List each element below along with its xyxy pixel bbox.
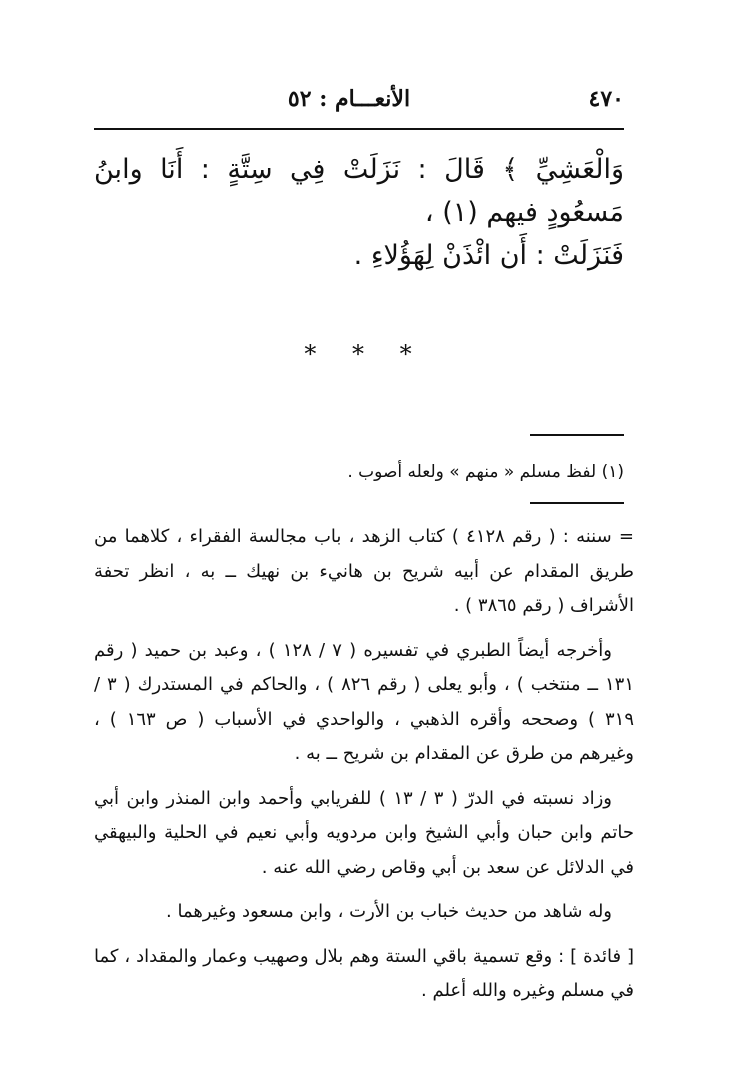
page-header [94, 86, 624, 118]
footnote-rule [530, 434, 624, 436]
footnote-para-2: وأخرجه أيضاً الطبري في تفسيره ( ٧ / ١٢٨ ) ، وعبد بن حميد ( رقم ١٣١ ــ منتخب ) ، وأبو يعلى ( رقم ٨٢٦ ) ، والحاكم في المستدرك ( ٣ / ٣١٩ ) وصححه وأقره الذهبي ، والواحدي في الأسباب ( ص ١٦٣ ) ، وغيرهم من طرق عن المقدام بن شريح ــ به . [94, 639, 635, 764]
quote-line-2: فَنَزَلَتْ : أَن ائْذَنْ لِهَؤُلاءِ . [353, 240, 624, 271]
footnote-para-4: وله شاهد من حديث خباب بن الأرت ، وابن مسعود وغيرهما . [166, 901, 612, 922]
section-separator: * * * [304, 340, 426, 368]
footnote-continuation [94, 520, 634, 1019]
footnote-para-3: وزاد نسبته في الدرّ ( ٣ / ١٣ ) للفريابي وأحمد وابن المنذر وابن أبي حاتم وابن حبان وأبي الشيخ وابن مردويه وأبي نعيم في الحلية والبيهقي في الدلائل عن سعد بن أبي وقاص رضي الله عنه . [94, 787, 634, 878]
running-title: الأنعـــام : ٥٢ [287, 86, 411, 112]
footnote-para-5: [ فائدة ] : وقع تسمية باقي الستة وهم بلال وصهيب وعمار والمقداد ، كما في مسلم وغيره والله أعلم . [94, 945, 634, 1001]
quote-line-1: وَالْعَشِيِّ ﴾ قَالَ : نَزَلَتْ فِي سِتَّةٍ : أَنَا وابنُ مَسعُودٍ فيهم (١) ، [94, 154, 624, 228]
footnote-rule-continuation [530, 502, 624, 504]
footnote-1: (١) لفظ مسلم « منهم » ولعله أصوب . [347, 462, 624, 482]
header-rule [94, 128, 624, 130]
page-number: ٤٧٠ [588, 86, 624, 112]
quran-hadith-text [94, 148, 624, 277]
footnote-para-continuation: = سننه : ( رقم ٤١٢٨ ) كتاب الزهد ، باب مجالسة الفقراء ، كلاهما من طريق المقدام عن أبيه شريح بن هانيء بن نهيك ــ به ، انظر تحفة الأشراف ( رقم ٣٨٦٥ ) . [94, 526, 634, 616]
